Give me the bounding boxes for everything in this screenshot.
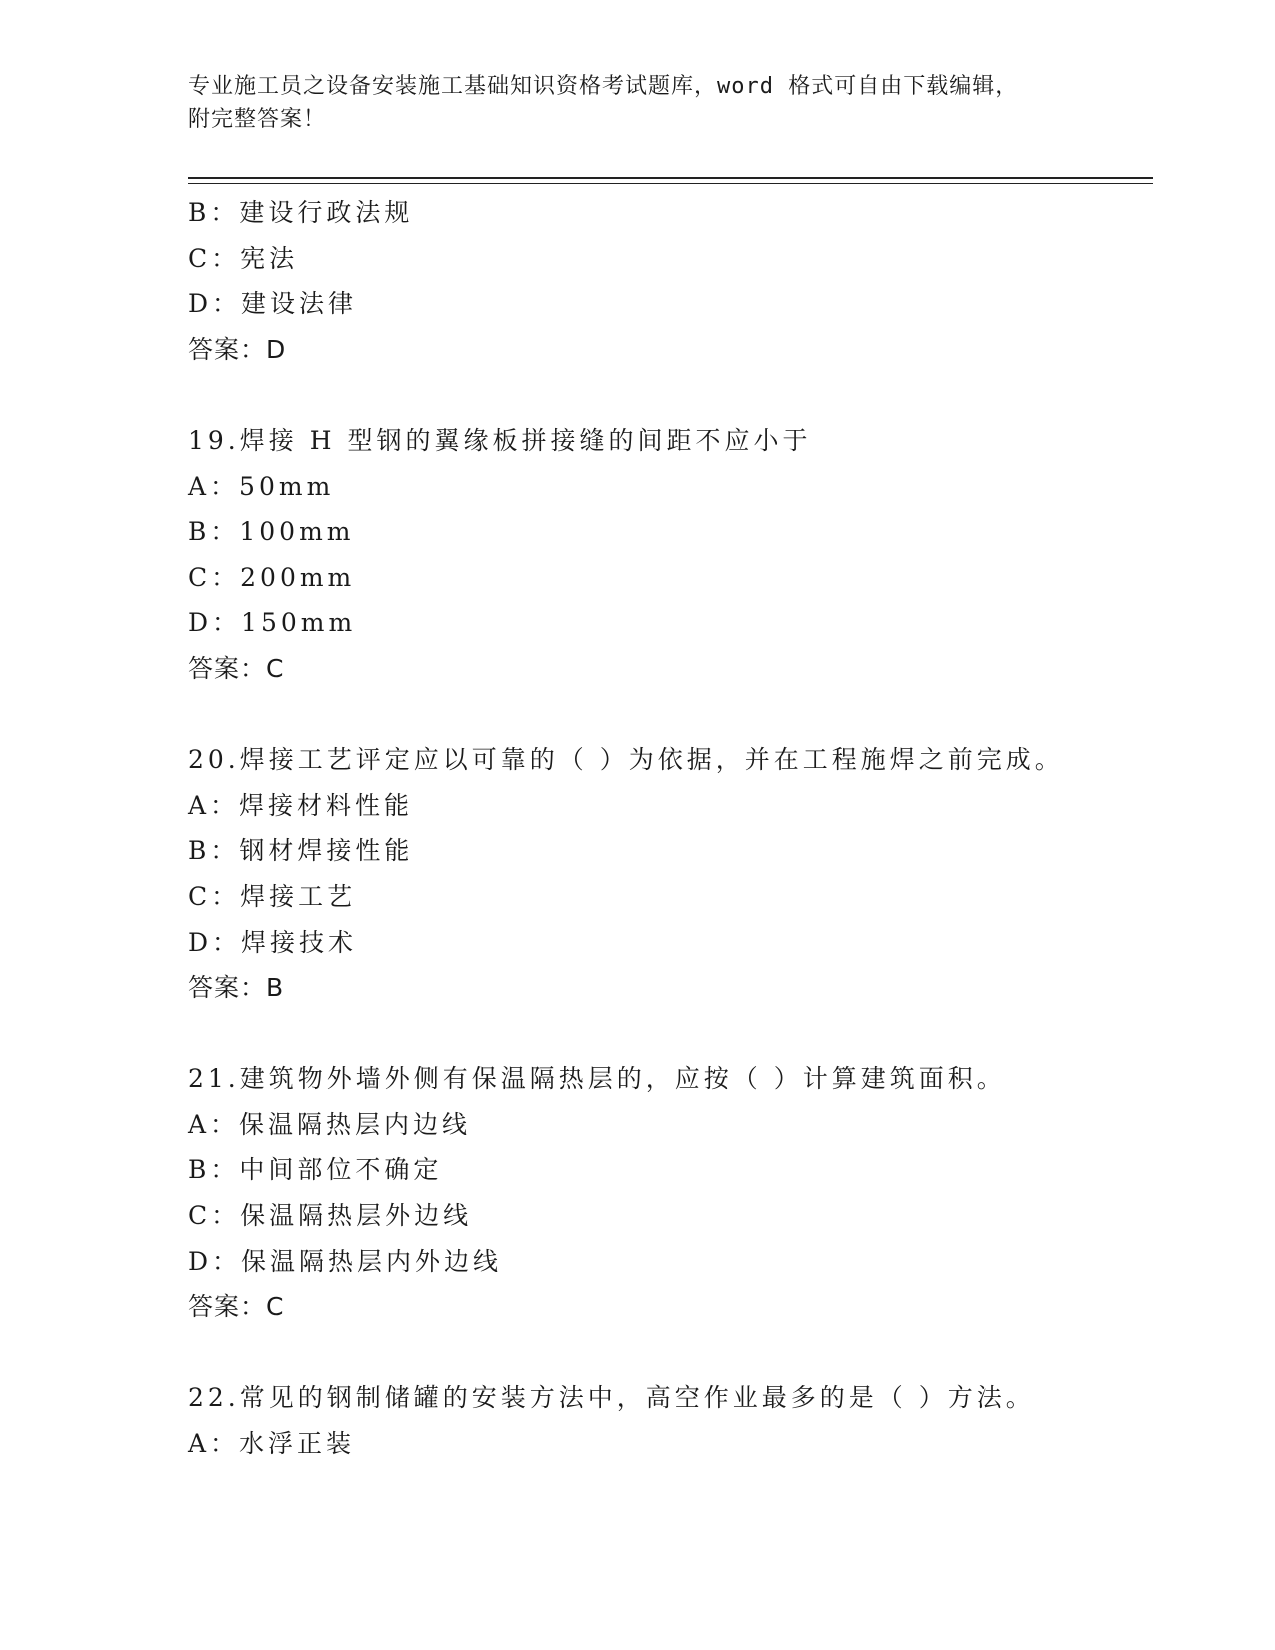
question-text: 22.常见的钢制储罐的安装方法中，高空作业最多的是（ ）方法。 xyxy=(188,1383,1035,1413)
answer-text: 答案：C xyxy=(188,1292,285,1322)
answer-text: 答案：B xyxy=(188,973,285,1003)
document-header xyxy=(188,70,1068,136)
question-text: 21.建筑物外墙外侧有保温隔热层的，应按（ ）计算建筑面积。 xyxy=(188,1064,1006,1094)
option-text: D：150mm xyxy=(188,608,357,638)
option-text: B：钢材焊接性能 xyxy=(188,836,414,866)
option-text: D：焊接技术 xyxy=(188,927,358,957)
question-text: 20.焊接工艺评定应以可靠的（ ）为依据，并在工程施焊之前完成。 xyxy=(188,745,1064,775)
option-text: D：保温隔热层内外边线 xyxy=(188,1246,503,1276)
question-text: 19.焊接 H 型钢的翼缘板拼接缝的间距不应小于 xyxy=(188,425,812,455)
option-text: B：中间部位不确定 xyxy=(188,1155,443,1185)
option-text: B：100mm xyxy=(188,517,355,547)
option-text: D：建设法律 xyxy=(188,289,358,319)
option-text: A：焊接材料性能 xyxy=(188,790,414,820)
option-text: C：焊接工艺 xyxy=(188,881,357,911)
option-text: A：保温隔热层内边线 xyxy=(188,1109,472,1139)
spacer xyxy=(188,1011,1153,1057)
answer-text: 答案：D xyxy=(188,334,287,364)
option-text: C：保温隔热层外边线 xyxy=(188,1201,473,1231)
option-text: A：50mm xyxy=(188,471,335,501)
option-text: C：宪法 xyxy=(188,243,299,273)
header-divider-thick xyxy=(188,177,1153,179)
question-list xyxy=(188,190,1153,1467)
header-divider-thin xyxy=(188,183,1153,184)
spacer xyxy=(188,692,1153,738)
spacer xyxy=(188,372,1153,418)
option-text: A：水浮正装 xyxy=(188,1429,356,1459)
option-text: B：建设行政法规 xyxy=(188,198,414,227)
option-text: C：200mm xyxy=(188,562,356,592)
answer-text: 答案：C xyxy=(188,653,285,683)
header-line-2: 附完整答案！ xyxy=(188,107,327,132)
spacer xyxy=(188,1330,1153,1376)
header-line-1: 专业施工员之设备安装施工基础知识资格考试题库，word 格式可自由下载编辑， xyxy=(188,74,1019,99)
